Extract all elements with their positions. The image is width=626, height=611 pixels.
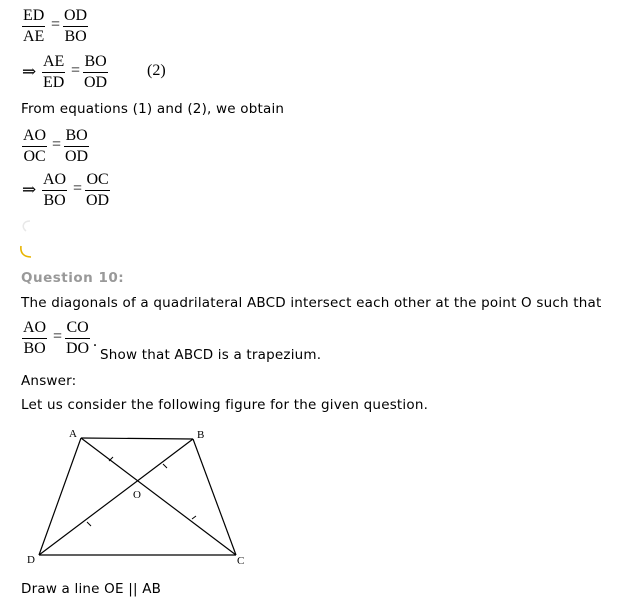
draw-line-text: Draw a line OE || AB: [21, 581, 162, 597]
decorative-arc-yellow: [18, 243, 34, 261]
numerator: CO: [66, 319, 89, 336]
fraction-od-bo: [63, 6, 88, 47]
equals-sign: =: [71, 62, 81, 79]
denominator: BO: [23, 340, 46, 357]
denominator: OC: [23, 148, 46, 165]
denominator: AE: [23, 28, 45, 45]
denominator: OD: [86, 192, 110, 209]
vertex-label-a: A: [69, 428, 77, 440]
side-ab: [81, 438, 193, 439]
show-text: Show that ABCD is a trapezium.: [100, 347, 322, 363]
numerator: BO: [65, 127, 88, 144]
equals-sign: =: [52, 136, 62, 153]
equals-sign: =: [51, 16, 61, 33]
diagonal-ac: [81, 438, 236, 555]
numerator: OC: [86, 171, 109, 188]
denominator: OD: [65, 148, 89, 165]
denominator: BO: [43, 192, 66, 209]
denominator: ED: [43, 74, 65, 91]
implies-arrow: ⇒: [22, 62, 37, 81]
numerator: BO: [84, 53, 107, 70]
trapezium-figure: [20, 422, 260, 572]
side-bc: [193, 439, 236, 555]
question-text: The diagonals of a quadrilateral ABCD intersect each other at the point O such that: [21, 295, 602, 311]
equals-sign: =: [73, 180, 83, 197]
diagonal-bd: [39, 439, 193, 555]
period: .: [93, 333, 97, 350]
numerator: ED: [23, 7, 45, 24]
implies-arrow: ⇒: [22, 180, 37, 199]
fraction-ao-oc: [22, 126, 47, 167]
fraction-ao-bo-q: [22, 318, 47, 359]
fraction-ao-bo: [42, 170, 67, 211]
vertex-label-b: B: [197, 429, 205, 441]
denominator: BO: [64, 28, 87, 45]
fraction-ae-ed: [42, 52, 65, 93]
fraction-ed-ae: [22, 6, 45, 47]
equals-sign: =: [53, 328, 63, 345]
equation-number: (2): [147, 62, 166, 79]
fraction-oc-od: [85, 170, 110, 211]
numerator: AO: [23, 319, 47, 336]
tick-mark: [87, 522, 91, 526]
answer-intro: Let us consider the following figure for the given question.: [21, 397, 429, 413]
side-da: [39, 438, 81, 555]
denominator: DO: [66, 340, 90, 357]
question-heading: Question 10:: [21, 270, 125, 286]
vertex-label-d: D: [27, 554, 35, 566]
numerator: OD: [64, 7, 88, 24]
denominator: OD: [84, 74, 108, 91]
fraction-bo-od-2: [64, 126, 89, 167]
numerator: AE: [43, 53, 65, 70]
numerator: AO: [23, 127, 47, 144]
tick-mark: [163, 464, 167, 468]
fraction-co-do: [65, 318, 90, 359]
numerator: AO: [43, 171, 67, 188]
decorative-arc: [18, 218, 34, 234]
fraction-bo-od: [83, 52, 108, 93]
vertex-label-c: C: [237, 555, 245, 567]
tick-mark: [192, 516, 196, 519]
text-obtain: From equations (1) and (2), we obtain: [21, 101, 285, 117]
intersection-label-o: O: [133, 489, 141, 501]
answer-label: Answer:: [21, 373, 77, 389]
